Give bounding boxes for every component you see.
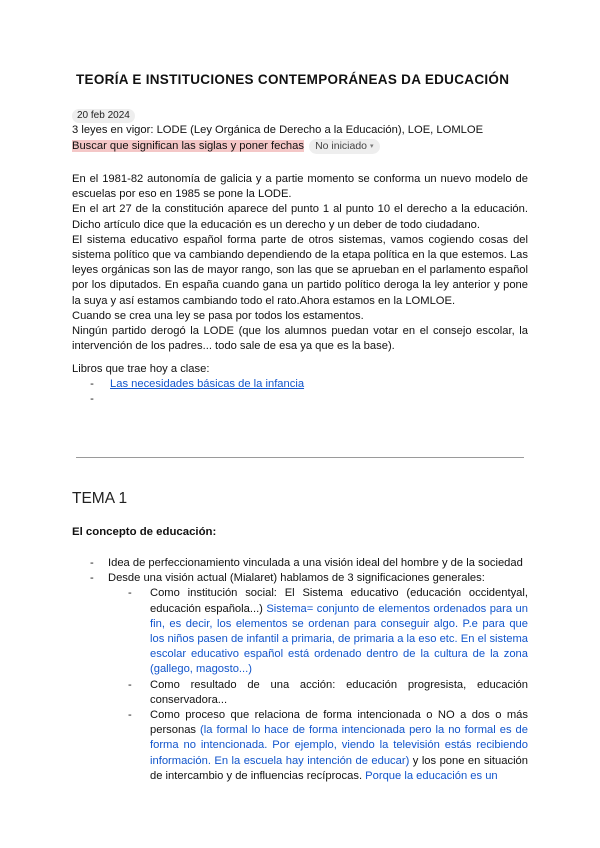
date-chip[interactable]: 20 feb 2024 <box>72 109 135 123</box>
paragraph: Cuando se crea una ley se pasa por todos los estamentos. <box>72 309 364 322</box>
list-item <box>72 571 528 586</box>
dash-bullet: - <box>128 709 132 722</box>
chevron-down-icon: ▾ <box>370 143 374 150</box>
dash-bullet: - <box>90 557 94 569</box>
text-run: Como proceso que relaciona de forma intencionada o NO a dos o más personas <box>150 709 528 737</box>
blue-note: Porque la educación es un <box>365 769 498 782</box>
text-run: Como institución social: El Sistema educativo (educación occidentyal, educación española...) <box>150 587 528 615</box>
sub-list-item-text <box>150 708 528 784</box>
books-section <box>72 362 528 408</box>
dash-bullet: - <box>128 678 132 691</box>
task-line <box>72 139 483 154</box>
intro-paragraphs <box>72 172 528 354</box>
concept-list <box>72 556 528 784</box>
section-heading: El concepto de educación: <box>72 526 217 538</box>
tema-heading: TEMA 1 <box>72 490 128 507</box>
dash-bullet: - <box>90 378 94 391</box>
paragraph: Ningún partido derogó la LODE (que los alumnos puedan votar en el consejo escolar, la intervención de los padres... todo sale de esa ya que es la base). <box>72 325 528 353</box>
document-title: TEORÍA E INSTITUCIONES CONTEMPORÁNEAS DA EDUCACIÓN <box>76 72 510 87</box>
book-link[interactable]: Las necesidades básicas de la infancia <box>110 378 305 391</box>
list-item-text: Desde una visión actual (Mialaret) hablamos de 3 significaciones generales: <box>108 572 485 585</box>
blue-note: (la formal lo hace de forma intencionada pero la no formal es de forma no intencionada. Por ejemplo, viendo la televisión estás recibiendo información. En la escuela hay intención de educar) <box>150 724 529 767</box>
list-item-text: Idea de perfeccionamiento vinculada a una visión ideal del hombre y de la sociedad <box>108 557 523 569</box>
task-highlight-text: Buscar que significan las siglas y poner fechas <box>72 140 304 152</box>
status-label: No iniciado <box>315 140 368 152</box>
list-item <box>72 377 528 392</box>
meta-block <box>72 108 483 154</box>
text-run: y los pone en situación de intercambio y de influencias recíprocas. <box>150 754 528 782</box>
dash-bullet: - <box>128 587 132 600</box>
list-item <box>72 556 528 571</box>
books-intro: Libros que trae hoy a clase: <box>72 363 210 375</box>
dash-bullet: - <box>90 572 94 585</box>
sub-list-item <box>126 708 528 784</box>
laws-line: 3 leyes en vigor: LODE (Ley Orgánica de Derecho a la Educación), LOE, LOMLOE <box>72 124 484 136</box>
paragraph: En el 1981-82 autonomía de galicia y a partie momento se conforma un nuevo modelo de escuelas por eso en 1985 se pone la LODE. <box>72 173 528 201</box>
paragraph: En el art 27 de la constitución aparece del punto 1 al punto 10 el derecho a la educación. Dicho artículo dice que la educación es un derecho y un deber de todo ciudadano. <box>72 203 528 231</box>
sub-list-item-text <box>150 586 528 677</box>
sub-list-item <box>126 586 528 677</box>
horizontal-divider <box>76 457 524 458</box>
sub-list-item-text: Como resultado de una acción: educación progresista, educación conservadora... <box>150 678 528 706</box>
sub-list-item <box>126 678 528 708</box>
status-dropdown[interactable] <box>309 139 379 154</box>
list-item <box>72 392 528 407</box>
paragraph: El sistema educativo español forma parte de otros sistemas, vamos cogiendo cosas del sistema político que va cambiando dependiendo de la etapa política en la que estemos. Las leyes orgánicas son las de mayor rango, son las que se aprueban en el parlamento español por los diputados. En españa cuando gana un partido político deroga la ley anterior y pone la suya y así estamos cambiando todo el rato.Ahora estamos en la LOMLOE. <box>72 233 528 307</box>
dash-bullet: - <box>90 393 94 406</box>
blue-note: Sistema= conjunto de elementos ordenados para un fin, es decir, los elementos se ordenan para conseguir algo. P.e para que los niños pasen de infantil a primaria, de primaria a la eso etc. En el sistema escolar educativo español está ordenado dentro de la cultura de la zona (gallego, magosto...) <box>150 602 528 676</box>
sub-list <box>126 586 528 784</box>
